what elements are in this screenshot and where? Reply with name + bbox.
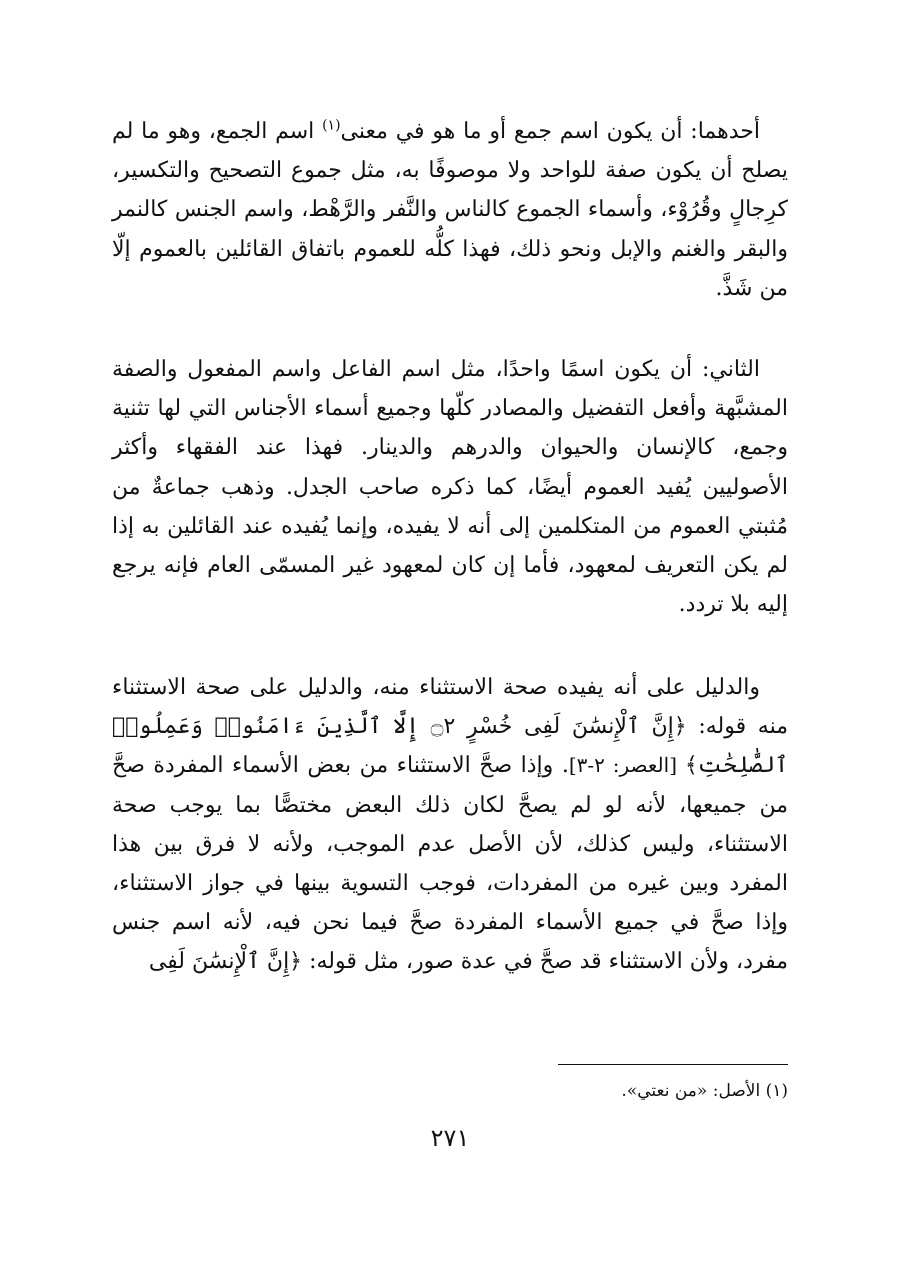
page-number: ٢٧١ <box>430 1124 470 1152</box>
footnote-divider <box>558 1064 788 1065</box>
paragraph-first-text-b: اسم الجمع، وهو ما لم يصلح أن يكون صفة للواحد ولا موصوفًا به، مثل جموع التصحيح والتكسير، كرِجالٍ وقُرُوْء، وأسماء الجموع كالناس والنَّفر والرَّهْط، واسم الجنس كالنمر والبقر والغنم والإبل ونحو ذلك، فهذا كلُّه للعموم باتفاق القائلين بالعموم إلّا من شَذَّ. <box>112 119 788 301</box>
paragraph-first <box>112 112 788 308</box>
footnote-marker: (١) <box>322 117 341 134</box>
paragraph-first-text-a: أحدهما: أن يكون اسم جمع أو ما هو في معنى <box>340 119 760 144</box>
paragraph-third-body: . وإذا صحَّ الاستثناء من بعض الأسماء المفردة صحَّ من جميعها، لأنه لو لم يصحَّ لكان ذلك البعض مختصًّا بما يوجب صحة الاستثناء، وليس كذلك، لأن الأصل عدم الموجب، ولأنه لا فرق بين هذا المفرد وبين غيره من المفردات، فوجب التسوية بينها في جواز الاستثناء، وإذا صحَّ في جميع الأسماء المفردة صحَّ فيما نحن فيه، لأنه اسم جنس مفرد، ولأن الاستثناء قد صحَّ في عدة صور، مثل قوله: <box>112 753 788 975</box>
footnote: (١) الأصل: «من نعتي». <box>621 1081 788 1101</box>
paragraph-third <box>112 668 788 982</box>
paragraph-third-intro: والدليل على أنه يفيده صحة الاستثناء منه، والدليل على صحة الاستثناء منه قوله: <box>112 675 789 740</box>
quran-verse-partial: ﴿إِنَّ ٱلْإِنسَٰنَ لَفِى <box>148 949 303 975</box>
verse-reference: [العصر: ٢-٣] <box>568 753 685 778</box>
paragraph-second: الثاني: أن يكون اسمًا واحدًا، مثل اسم الفاعل واسم المفعول والصفة المشبَّهة وأفعل التفضيل والمصادر كلّها وجميع أسماء الأجناس التي لها تثنية وجمع، كالإنسان والحيوان والدرهم والدينار. فهذا عند الفقهاء وأكثر الأصوليين يُفيد العموم أيضًا، كما ذكره صاحب الجدل. وذهب جماعةٌ من مُثبتي العموم من المتكلمين إلى أنه لا يفيده، وإنما يُفيده عند القائلين به إذا لم يكن التعريف لمعهود، فأما إن كان لمعهود غير المسمّى العام فإنه يرجع إليه بلا تردد. <box>112 357 788 618</box>
quran-verse-asr: ﴿إِنَّ ٱلْإِنسَٰنَ لَفِى خُسْرٍ ۝٢ إِلَّا ٱلَّذِينَ ءَامَنُوا۟ وَعَمِلُوا۟ ٱلصَّٰلِحَٰتِ﴾ <box>112 714 788 779</box>
